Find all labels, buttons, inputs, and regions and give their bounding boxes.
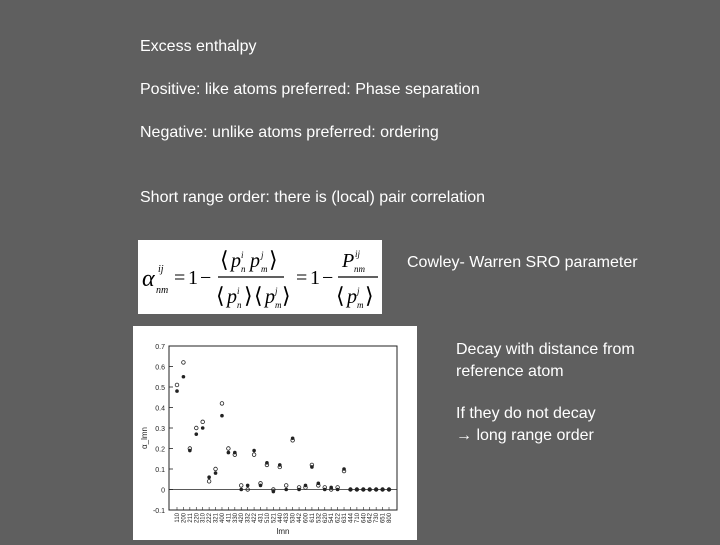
x-tick-label: 431 xyxy=(258,513,265,524)
data-point-filled xyxy=(220,414,224,418)
data-point-filled xyxy=(329,486,333,490)
data-point-filled xyxy=(182,375,186,379)
x-tick-label: 510 xyxy=(264,513,271,524)
x-tick-label: 730 xyxy=(374,513,381,524)
data-point-filled xyxy=(374,488,378,492)
x-tick-label: 651 xyxy=(380,513,387,524)
lro-text-line-2-label: long range order xyxy=(476,427,594,444)
data-point-open xyxy=(220,402,224,406)
slide-line-positive: Positive: like atoms preferred: Phase separation xyxy=(140,81,480,98)
data-point-filled xyxy=(291,436,295,440)
x-tick-label: 620 xyxy=(322,513,329,524)
y-axis-label: α_lmn xyxy=(140,427,149,449)
y-tick-label: 0.1 xyxy=(155,467,165,474)
data-point-filled xyxy=(362,488,366,492)
data-point-filled xyxy=(323,488,327,492)
y-tick-label: 0.3 xyxy=(155,426,165,433)
formula-sub-m-den: m xyxy=(275,300,282,310)
formula-sup-j-num: j xyxy=(261,250,264,260)
x-tick-label: 710 xyxy=(354,513,361,524)
slide-line-excess-enthalpy: Excess enthalpy xyxy=(140,38,257,55)
x-tick-label: 530 xyxy=(290,513,297,524)
x-tick-label: 440 xyxy=(277,513,284,524)
data-point-filled xyxy=(233,451,237,455)
x-tick-label: 631 xyxy=(342,513,349,524)
data-point-open xyxy=(239,484,243,488)
x-tick-label: 433 xyxy=(284,513,291,524)
formula-bracket-r1: ⟩ xyxy=(269,247,278,272)
formula-sub-n-den: n xyxy=(237,300,242,310)
x-tick-label: 310 xyxy=(200,513,207,524)
data-point-filled xyxy=(272,490,276,494)
formula-sub-m-den2: m xyxy=(357,300,364,310)
formula-bracket-r3: ⟩ xyxy=(282,283,291,308)
x-tick-label: 532 xyxy=(316,513,323,524)
data-point-filled xyxy=(227,451,231,455)
x-tick-label: 640 xyxy=(361,513,368,524)
data-point-open xyxy=(201,420,205,424)
formula-sup-i-num: i xyxy=(241,250,244,260)
x-tick-label: 442 xyxy=(297,513,304,524)
formula-p-n-num: p xyxy=(231,250,241,272)
formula-one-2: 1 xyxy=(310,267,320,289)
formula-bracket-l3: ⟨ xyxy=(254,283,263,308)
formula-sup-i-den: i xyxy=(237,286,240,296)
formula-sup-j-den: j xyxy=(275,286,278,296)
data-point-open xyxy=(214,467,218,471)
x-tick-label: 411 xyxy=(226,513,233,523)
formula-p-n-den: p xyxy=(227,286,237,308)
sro-scatter-plot xyxy=(133,326,417,540)
chart-svg xyxy=(133,326,417,540)
x-tick-label: 420 xyxy=(239,513,246,524)
data-point-filled xyxy=(188,449,192,453)
lro-text-block xyxy=(456,403,596,447)
formula-sup-j-den2: j xyxy=(357,286,360,296)
formula-alpha-sup: ij xyxy=(158,264,164,275)
x-tick-label: 222 xyxy=(207,513,214,524)
lro-text-line-2 xyxy=(456,425,596,447)
formula-sup-ij-num2: ij xyxy=(355,249,361,259)
data-point-filled xyxy=(259,484,263,488)
formula-p-m-den2: p xyxy=(347,286,357,308)
x-tick-label: 330 xyxy=(232,513,239,524)
x-tick-label: 400 xyxy=(219,513,226,524)
x-tick-label: 622 xyxy=(335,513,342,524)
x-tick-label: 611 xyxy=(309,513,316,523)
data-point-filled xyxy=(336,488,340,492)
data-point-open xyxy=(284,484,288,488)
x-tick-label: 444 xyxy=(348,513,355,524)
data-point-filled xyxy=(342,467,346,471)
formula-sub-n-num: n xyxy=(241,264,246,274)
data-point-filled xyxy=(246,484,250,488)
y-tick-label: -0.1 xyxy=(152,508,165,515)
data-point-filled xyxy=(207,475,211,479)
data-point-filled xyxy=(387,488,391,492)
data-point-open xyxy=(194,426,198,430)
x-axis-label: lmn xyxy=(276,527,290,536)
data-point-open xyxy=(182,361,186,365)
x-tick-label: 332 xyxy=(245,513,252,524)
data-point-filled xyxy=(201,426,205,430)
data-point-open xyxy=(175,383,179,387)
y-tick-label: 0.7 xyxy=(155,344,165,351)
x-tick-label: 800 xyxy=(387,513,393,524)
x-tick-label: 521 xyxy=(271,513,278,524)
x-tick-label: 541 xyxy=(329,513,336,524)
formula-sub-m-num: m xyxy=(261,264,268,274)
y-tick-label: 0.2 xyxy=(155,446,165,454)
y-tick-label: 0.4 xyxy=(155,405,165,413)
data-point-filled xyxy=(310,465,314,469)
x-tick-label: 110 xyxy=(175,513,181,523)
y-tick-label: 0.5 xyxy=(155,385,165,392)
formula-p-m-num: p xyxy=(250,250,260,272)
data-point-filled xyxy=(297,488,301,492)
formula-svg xyxy=(138,240,382,314)
data-point-open xyxy=(227,447,231,451)
x-tick-label: 211 xyxy=(187,513,194,523)
y-tick-label: 0.6 xyxy=(155,364,165,372)
data-point-open xyxy=(207,480,211,484)
data-point-filled xyxy=(368,488,372,492)
data-point-filled xyxy=(317,482,321,486)
x-tick-label: 200 xyxy=(181,513,188,524)
formula-equals-1: = xyxy=(174,267,186,289)
data-point-filled xyxy=(349,488,353,492)
x-tick-label: 321 xyxy=(213,513,220,524)
data-point-filled xyxy=(284,488,288,492)
formula-equals-2: = xyxy=(296,267,308,289)
x-tick-label: 642 xyxy=(367,513,374,524)
formula-bracket-r4: ⟩ xyxy=(365,283,374,308)
data-point-filled xyxy=(278,463,282,467)
data-point-filled xyxy=(355,488,359,492)
x-tick-label: 422 xyxy=(252,513,259,524)
x-tick-label: 600 xyxy=(303,513,310,524)
formula-bracket-l4: ⟨ xyxy=(336,283,345,308)
lro-text-line-1: If they do not decay xyxy=(456,405,596,422)
data-point-filled xyxy=(252,449,256,453)
formula-caption: Cowley- Warren SRO parameter xyxy=(407,254,638,271)
y-tick-label: 0 xyxy=(161,487,165,495)
data-point-filled xyxy=(265,461,269,465)
formula-bracket-r2: ⟩ xyxy=(244,283,253,308)
formula-minus-2: − xyxy=(322,267,334,289)
formula-P-num: P xyxy=(342,250,355,272)
sro-formula-image xyxy=(138,240,382,314)
data-point-filled xyxy=(381,488,385,492)
formula-p-m-den: p xyxy=(265,286,275,308)
formula-bracket-l2: ⟨ xyxy=(216,283,225,308)
x-tick-label: 220 xyxy=(194,513,201,524)
decay-text-line-1: Decay with distance from xyxy=(456,341,635,358)
decay-text-block xyxy=(456,339,635,383)
slide-line-short-range-order: Short range order: there is (local) pair correlation xyxy=(140,189,486,206)
data-point-filled xyxy=(214,471,218,475)
formula-one-1: 1 xyxy=(188,267,198,289)
data-point-open xyxy=(252,453,256,457)
formula-minus-1: − xyxy=(200,267,212,289)
data-point-filled xyxy=(239,488,243,492)
data-point-filled xyxy=(175,389,179,393)
arrow-glyph: → xyxy=(456,427,472,444)
formula-sub-nm-num2: nm xyxy=(354,264,365,274)
slide-line-negative: Negative: unlike atoms preferred: ordering xyxy=(140,124,439,141)
decay-text-line-2: reference atom xyxy=(456,363,564,380)
formula-bracket-l1: ⟨ xyxy=(220,247,229,272)
formula-alpha: α xyxy=(142,266,155,292)
formula-alpha-sub: nm xyxy=(156,285,169,296)
data-point-filled xyxy=(194,432,198,436)
data-point-filled xyxy=(304,484,308,488)
